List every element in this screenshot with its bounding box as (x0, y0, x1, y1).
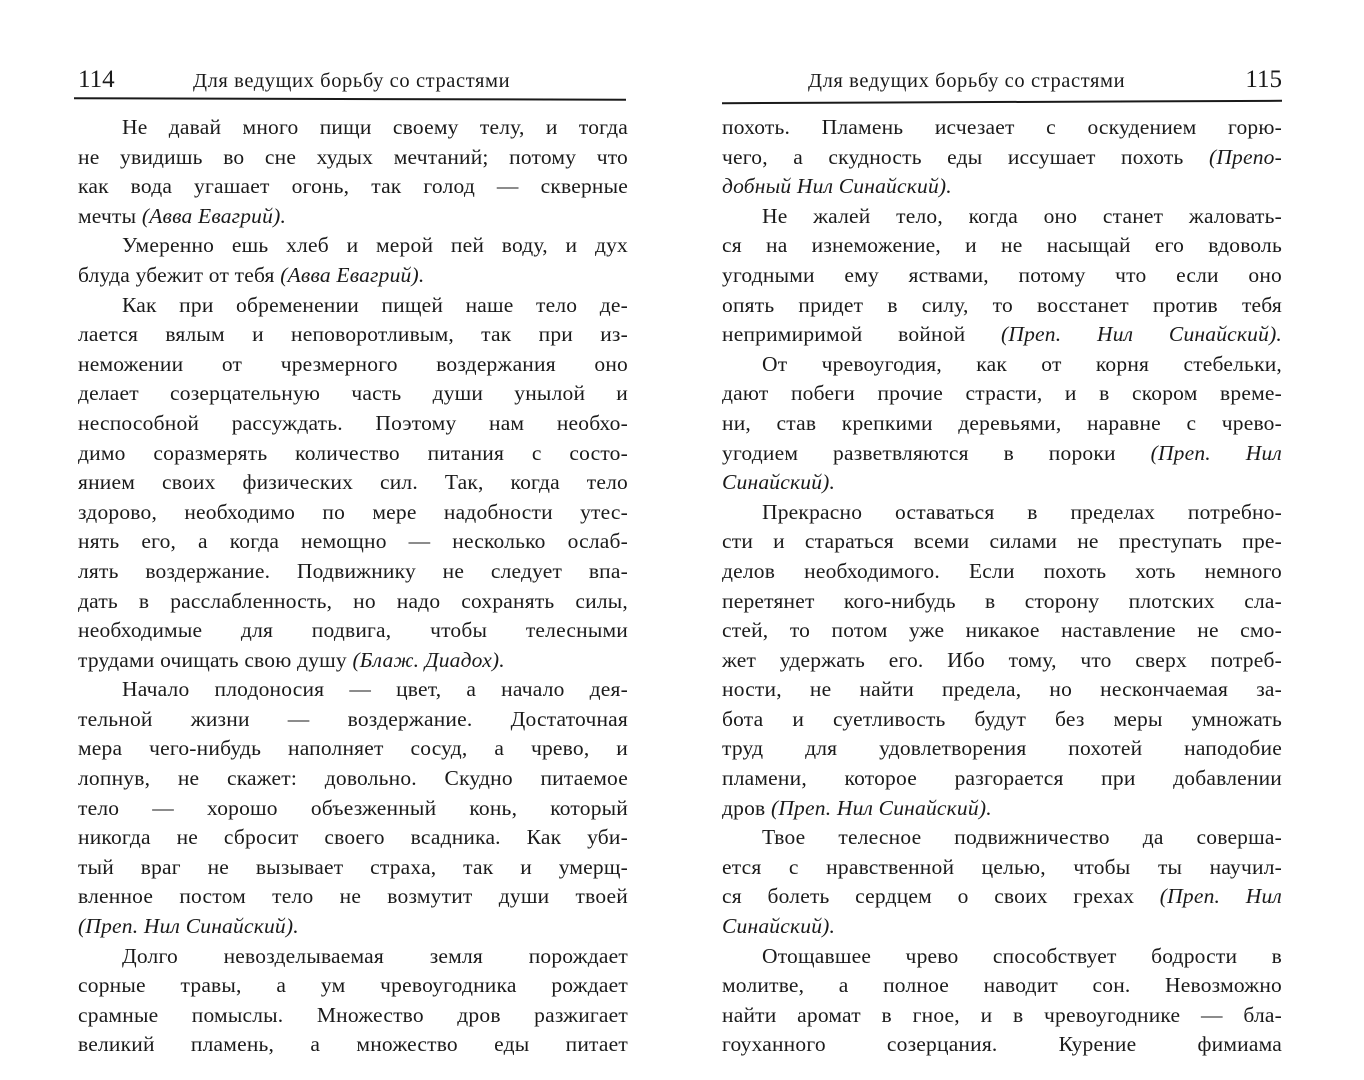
text-line (722, 1001, 1282, 1031)
line-text: Как при обременении пищей наше тело де- (122, 292, 628, 317)
line-text: тельной жизни — воздержание. Достаточная (78, 706, 628, 731)
line-text: срамные помыслы. Множество дров разжигает (78, 1002, 628, 1027)
text-line (78, 616, 628, 646)
line-text: ся на изнеможение, и не насыщай его вдоволь (722, 233, 1282, 258)
line-text: нять его, а когда немощно — несколько ослаб- (78, 529, 628, 554)
running-head: Для ведущих борьбу со страстями (193, 70, 511, 92)
text-line (722, 942, 1282, 972)
line-text: никогда не сбросит своего всадника. Как уби- (78, 825, 628, 850)
line-text: янием своих физических сил. Так, когда тело (78, 470, 628, 495)
text-line (78, 1001, 628, 1031)
text-line (78, 794, 628, 824)
text-line (722, 764, 1282, 794)
text-line (78, 172, 628, 202)
text-line (78, 764, 628, 794)
text-line (722, 794, 1282, 824)
text-line (78, 291, 628, 321)
citation: (Преп. Нил Синайский). (78, 914, 299, 939)
running-head: Для ведущих борьбу со страстями (808, 70, 1126, 92)
text-line (78, 350, 628, 380)
line-text: угодием разветвляются в пороки (722, 440, 1151, 465)
line-text: сорные травы, а ум чревоугодника рождает (78, 973, 628, 998)
line-text: Не жалей тело, когда оно станет жаловать- (762, 203, 1282, 228)
text-line (722, 113, 1282, 143)
text-line (722, 261, 1282, 291)
citation: (Авва Евагрий). (280, 262, 425, 287)
line-text: непримиримой войной (722, 322, 1002, 347)
text-line (722, 971, 1282, 1001)
text-line (722, 616, 1282, 646)
citation: (Авва Евагрий). (141, 203, 287, 228)
line-text: пламени, которое разгорается при добавлении (722, 766, 1282, 791)
line-text: тело — хорошо объезженный конь, который (78, 795, 628, 820)
line-text: делов необходимого. Если похоть хоть немного (722, 558, 1282, 583)
text-line (78, 320, 628, 350)
text-line (78, 498, 628, 528)
line-text: неспособной рассуждать. Поэтому нам необхо- (78, 410, 628, 435)
text-line (78, 705, 628, 735)
text-line (78, 557, 628, 587)
text-line (722, 379, 1282, 409)
line-text: трудами очищать свою душу (78, 647, 353, 672)
line-text: Начало плодоносия — цвет, а начало дея- (122, 677, 628, 702)
line-text: жет удержать его. Ибо тому, что сверх потреб- (722, 647, 1282, 672)
text-line (78, 971, 628, 1001)
line-text: лается вялым и неповоротливым, так при из- (78, 322, 628, 347)
text-line (722, 557, 1282, 587)
line-text: сти и стараться всеми силами не преступать пре- (722, 529, 1282, 554)
line-text: мера чего-нибудь наполняет сосуд, а чрево, и (78, 736, 628, 761)
text-line (78, 468, 628, 498)
line-text: блуда убежит от тебя (78, 262, 281, 287)
citation: (Преп. Нил Синайский). (770, 795, 992, 820)
line-text: Не давай много пищи своему телу, и тогда (122, 115, 628, 139)
left-page-header (78, 66, 628, 98)
line-text: Прекрасно оставаться в пределах потребно- (762, 499, 1282, 524)
line-text: ни, став крепкими деревьями, наравне с чрево- (722, 410, 1282, 435)
line-text: здорово, необходимо по мере надобности утес- (78, 499, 628, 524)
text-line (78, 379, 628, 409)
line-text: дают побеги прочие страсти, и в скором време- (722, 381, 1282, 406)
text-line (78, 587, 628, 617)
right-page-header (722, 66, 1282, 98)
text-line (722, 439, 1282, 469)
text-line (722, 823, 1282, 853)
line-text: мечты (78, 203, 142, 228)
citation: Синайский). (722, 470, 836, 495)
citation: (Преп. Нил (1159, 884, 1282, 909)
text-line (722, 675, 1282, 705)
text-line (722, 291, 1282, 321)
line-text: стей, то потом уже никакое наставление не смо- (722, 618, 1282, 643)
line-text: тый враг не вызывает страха, так и умерщ- (78, 854, 628, 879)
text-line (78, 853, 628, 883)
line-text: труд для удовлетворения похотей наподобие (722, 736, 1282, 761)
line-text: угодными ему яствами, потому что если оно (722, 262, 1282, 287)
line-text: опять придет в силу, то восстанет против тебя (722, 292, 1282, 317)
text-line (722, 172, 1282, 202)
text-line (78, 882, 628, 912)
line-text: Долго невозделываемая земля порождает (122, 943, 628, 968)
text-line (722, 705, 1282, 735)
citation: (Блаж. Диадох). (352, 647, 505, 672)
line-text: молитве, а полное наводит сон. Невозможно (722, 973, 1282, 998)
line-text: необходимые для подвига, чтобы телесными (78, 618, 628, 643)
line-text: дров (722, 795, 771, 820)
text-line (78, 1030, 628, 1060)
header-rule (74, 97, 626, 100)
line-text: как вода угашает огонь, так голод — скверные (78, 174, 628, 199)
line-text: Умеренно ешь хлеб и мерой пей воду, и дух (122, 233, 628, 258)
text-line (78, 409, 628, 439)
text-line (722, 231, 1282, 261)
page-number: 115 (1245, 66, 1282, 93)
text-line (722, 646, 1282, 676)
line-text: дать в расслабленность, но надо сохранять силы, (78, 588, 628, 613)
line-text: ности, не найти предела, но нескончаемая за- (722, 677, 1282, 702)
page-body (78, 113, 628, 1060)
text-line (722, 350, 1282, 380)
line-text: ется с нравственной целью, чтобы ты научил- (722, 854, 1282, 879)
text-line (722, 202, 1282, 232)
text-line (78, 261, 628, 291)
line-text: великий пламень, а множество еды питает (78, 1032, 628, 1057)
text-line (722, 409, 1282, 439)
text-line (78, 646, 628, 676)
citation: Синайский). (722, 914, 836, 939)
line-text: делает созерцательную часть души унылой и (78, 381, 628, 406)
citation: (Препо- (1208, 144, 1282, 169)
line-text: не увидишь во сне худых мечтаний; потому что (78, 144, 628, 169)
text-line (78, 527, 628, 557)
text-line (78, 202, 628, 232)
text-line (722, 143, 1282, 173)
line-text: Твое телесное подвижничество да соверша- (762, 825, 1282, 850)
line-text: вленное постом тело не возмутит души твоей (78, 884, 628, 909)
line-text: гоуханного созерцания. Курение фимиама (722, 1032, 1282, 1057)
line-text: чего, а скудность еды иссушает похоть (722, 144, 1209, 169)
text-line (78, 439, 628, 469)
text-line (78, 912, 628, 942)
text-line (78, 113, 628, 143)
line-text: ся болеть сердцем о своих грехах (722, 884, 1160, 909)
citation: (Преп. Нил (1150, 440, 1282, 465)
line-text: Отощавшее чрево способствует бодрости в (762, 943, 1282, 968)
text-line (78, 675, 628, 705)
text-line (78, 942, 628, 972)
text-line (78, 143, 628, 173)
text-line (78, 231, 628, 261)
line-text: похоть. Пламень исчезает с оскудением горю- (722, 115, 1282, 139)
page-number: 114 (78, 66, 115, 93)
text-line (722, 320, 1282, 350)
line-text: найти аромат в гное, и в чревоугоднике — бла- (722, 1002, 1282, 1027)
text-line (78, 734, 628, 764)
text-line (722, 912, 1282, 942)
text-line (722, 587, 1282, 617)
line-text: неможении от чрезмерного воздержания оно (78, 351, 628, 376)
text-line (722, 1030, 1282, 1060)
text-line (78, 823, 628, 853)
text-line (722, 527, 1282, 557)
page-body (722, 113, 1282, 1060)
line-text: лопнув, не скажет: довольно. Скудно питаемое (78, 766, 628, 791)
header-rule (722, 100, 1282, 104)
line-text: От чревоугодия, как от корня стебельки, (762, 351, 1282, 376)
text-line (722, 468, 1282, 498)
line-text: лять воздержание. Подвижнику не следует впа- (78, 558, 628, 583)
line-text: перетянет кого-нибудь в сторону плотских сла- (722, 588, 1282, 613)
line-text: бота и суетливость будут без меры умножать (722, 706, 1282, 731)
text-line (722, 853, 1282, 883)
text-line (722, 882, 1282, 912)
citation: (Преп. Нил Синайский). (1001, 322, 1283, 347)
text-line (722, 498, 1282, 528)
line-text: димо соразмерять количество питания с состо- (78, 440, 628, 465)
text-line (722, 734, 1282, 764)
citation: добный Нил Синайский). (722, 174, 952, 199)
